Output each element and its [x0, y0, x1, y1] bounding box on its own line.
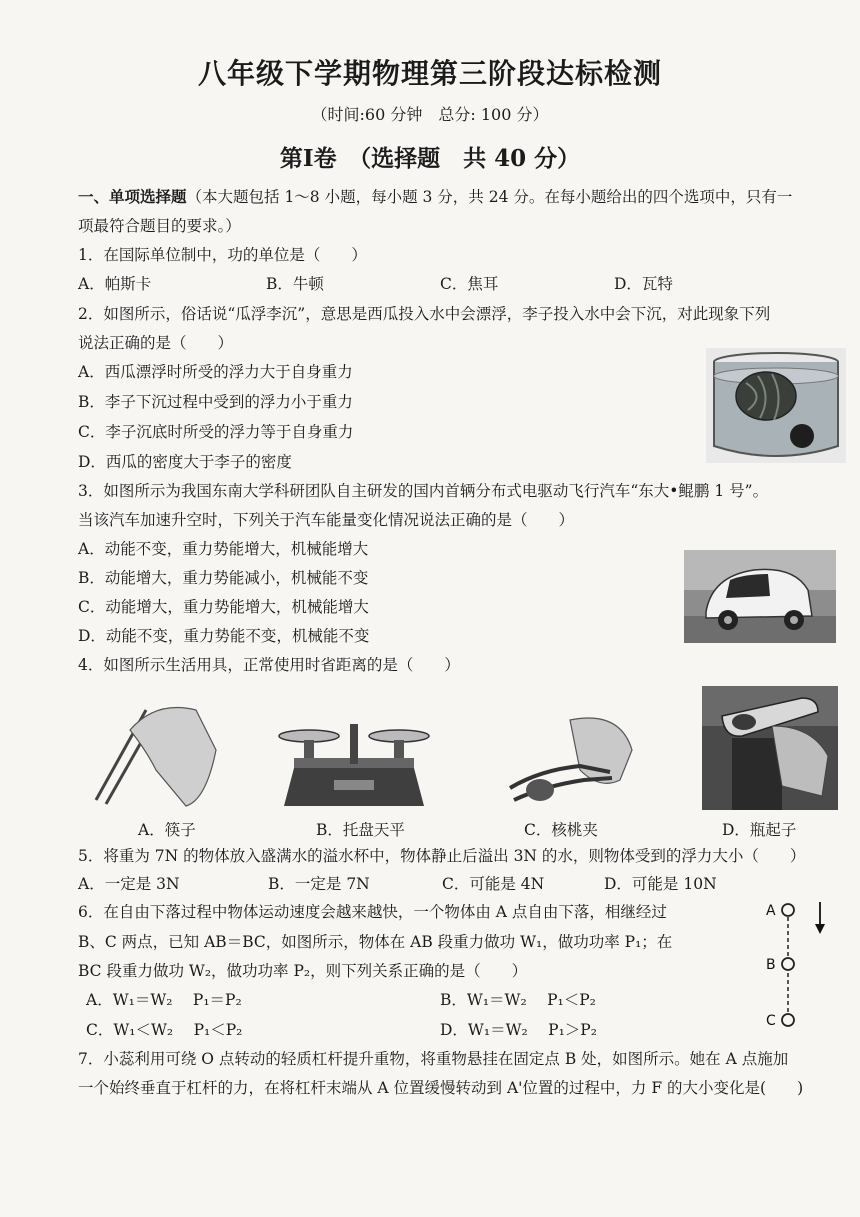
q2-option-c: C．李子沉底时所受的浮力等于自身重力 [78, 423, 354, 441]
q6-option-d: D．W₁＝W₂ P₁＞P₂ [440, 1021, 597, 1039]
q2-option-d: D．西瓜的密度大于李子的密度 [78, 453, 292, 471]
q4-option-a: A．筷子 [138, 821, 196, 839]
point-b-label: B [766, 957, 776, 973]
q3-figure-flying-car [684, 550, 836, 643]
q1-stem: 1．在国际单位制中，功的单位是（ ） [78, 246, 367, 264]
q3-option-a: A．动能不变，重力势能增大，机械能增大 [78, 540, 369, 558]
page-title: 八年级下学期物理第三阶段达标检测 [197, 57, 662, 90]
q1-option-a: A．帕斯卡 [78, 275, 152, 293]
q6-option-a: A．W₁＝W₂ P₁＝P₂ [86, 991, 242, 1009]
q6-stem-line3: BC 段重力做功 W₂，做功功率 P₂，则下列关系正确的是（ ） [78, 962, 528, 980]
q1-option-b: B．牛顿 [266, 275, 324, 293]
q1-option-c: C．焦耳 [440, 275, 499, 293]
q5-option-c: C．可能是 4N [442, 875, 545, 893]
q4-figure-bottle-opener [702, 686, 838, 810]
q4-stem: 4．如图所示生活用具，正常使用时省距离的是（ ） [78, 656, 460, 674]
point-a-label: A [766, 903, 776, 919]
q5-option-d: D．可能是 10N [604, 875, 717, 893]
q7-stem-line2: 一个始终垂直于杠杆的力，在将杠杆末端从 A 位置缓慢转动到 A'位置的过程中，力 F 的大小变化是( ) [78, 1079, 804, 1097]
exam-time-score: （时间:60 分钟 总分: 100 分） [311, 105, 549, 124]
q3-option-c: C．动能增大，重力势能增大，机械能增大 [78, 598, 369, 616]
part1-heading: 一、单项选择题 [78, 187, 187, 206]
q3-option-b: B．动能增大，重力势能减小，机械能不变 [78, 569, 369, 587]
q4-figure-chopsticks [86, 690, 226, 810]
section-title: 第Ⅰ卷 （选择题 共 40 分） [279, 145, 581, 172]
q6-option-c: C．W₁＜W₂ P₁＜P₂ [86, 1021, 243, 1039]
q3-stem-line1: 3．如图所示为我国东南大学科研团队自主研发的国内首辆分布式电驱动飞行汽车“东大•鲲鹏 1 号”。 [78, 482, 769, 500]
q5-option-b: B．一定是 7N [268, 875, 370, 893]
q4-figure-nutcracker [500, 710, 640, 810]
q1-option-d: D．瓦特 [614, 275, 673, 293]
q4-figure-balance [274, 718, 434, 810]
q5-option-a: A．一定是 3N [78, 875, 180, 893]
q2-stem-line1: 2．如图所示，俗话说“瓜浮李沉”，意思是西瓜投入水中会漂浮，李子投入水中会下沉，对此现象下列 [78, 305, 771, 323]
q6-stem-line2: B、C 两点，已知 AB＝BC，如图所示，物体在 AB 段重力做功 W₁，做功功率 P₁；在 [78, 933, 673, 951]
q6-option-b: B．W₁＝W₂ P₁＜P₂ [440, 991, 596, 1009]
q6-figure-free-fall [764, 896, 834, 1032]
q6-stem-line1: 6．在自由下落过程中物体运动速度会越来越快，一个物体由 A 点自由下落，相继经过 [78, 903, 667, 921]
q5-stem: 5．将重为 7N 的物体放入盛满水的溢水杯中，物体静止后溢出 3N 的水，则物体受到的浮力大小（ ） [78, 847, 806, 865]
q3-stem-line2: 当该汽车加速升空时，下列关于汽车能量变化情况说法正确的是（ ） [78, 511, 575, 529]
q4-option-d: D．瓶起子 [722, 821, 797, 839]
q7-stem-line1: 7．小蕊利用可绕 O 点转动的轻质杠杆提升重物，将重物悬挂在固定点 B 处，如图所示。她在 A 点施加 [78, 1050, 789, 1068]
part1-intro-line1 [78, 186, 792, 208]
q2-stem-line2: 说法正确的是（ ） [78, 334, 234, 352]
q2-figure-beaker [706, 348, 846, 463]
q3-option-d: D．动能不变，重力势能不变，机械能不变 [78, 627, 370, 645]
part1-intro-line2: 项最符合题目的要求。） [78, 217, 241, 235]
point-c-label: C [766, 1013, 776, 1029]
q4-option-b: B．托盘天平 [316, 821, 405, 839]
q2-option-b: B．李子下沉过程中受到的浮力小于重力 [78, 393, 353, 411]
q2-option-a: A．西瓜漂浮时所受的浮力大于自身重力 [78, 363, 353, 381]
q4-option-c: C．核桃夹 [524, 821, 598, 839]
part1-intro-text: （本大题包括 1～8 小题，每小题 3 分，共 24 分。在每小题给出的四个选项中，只有一 [186, 188, 793, 206]
